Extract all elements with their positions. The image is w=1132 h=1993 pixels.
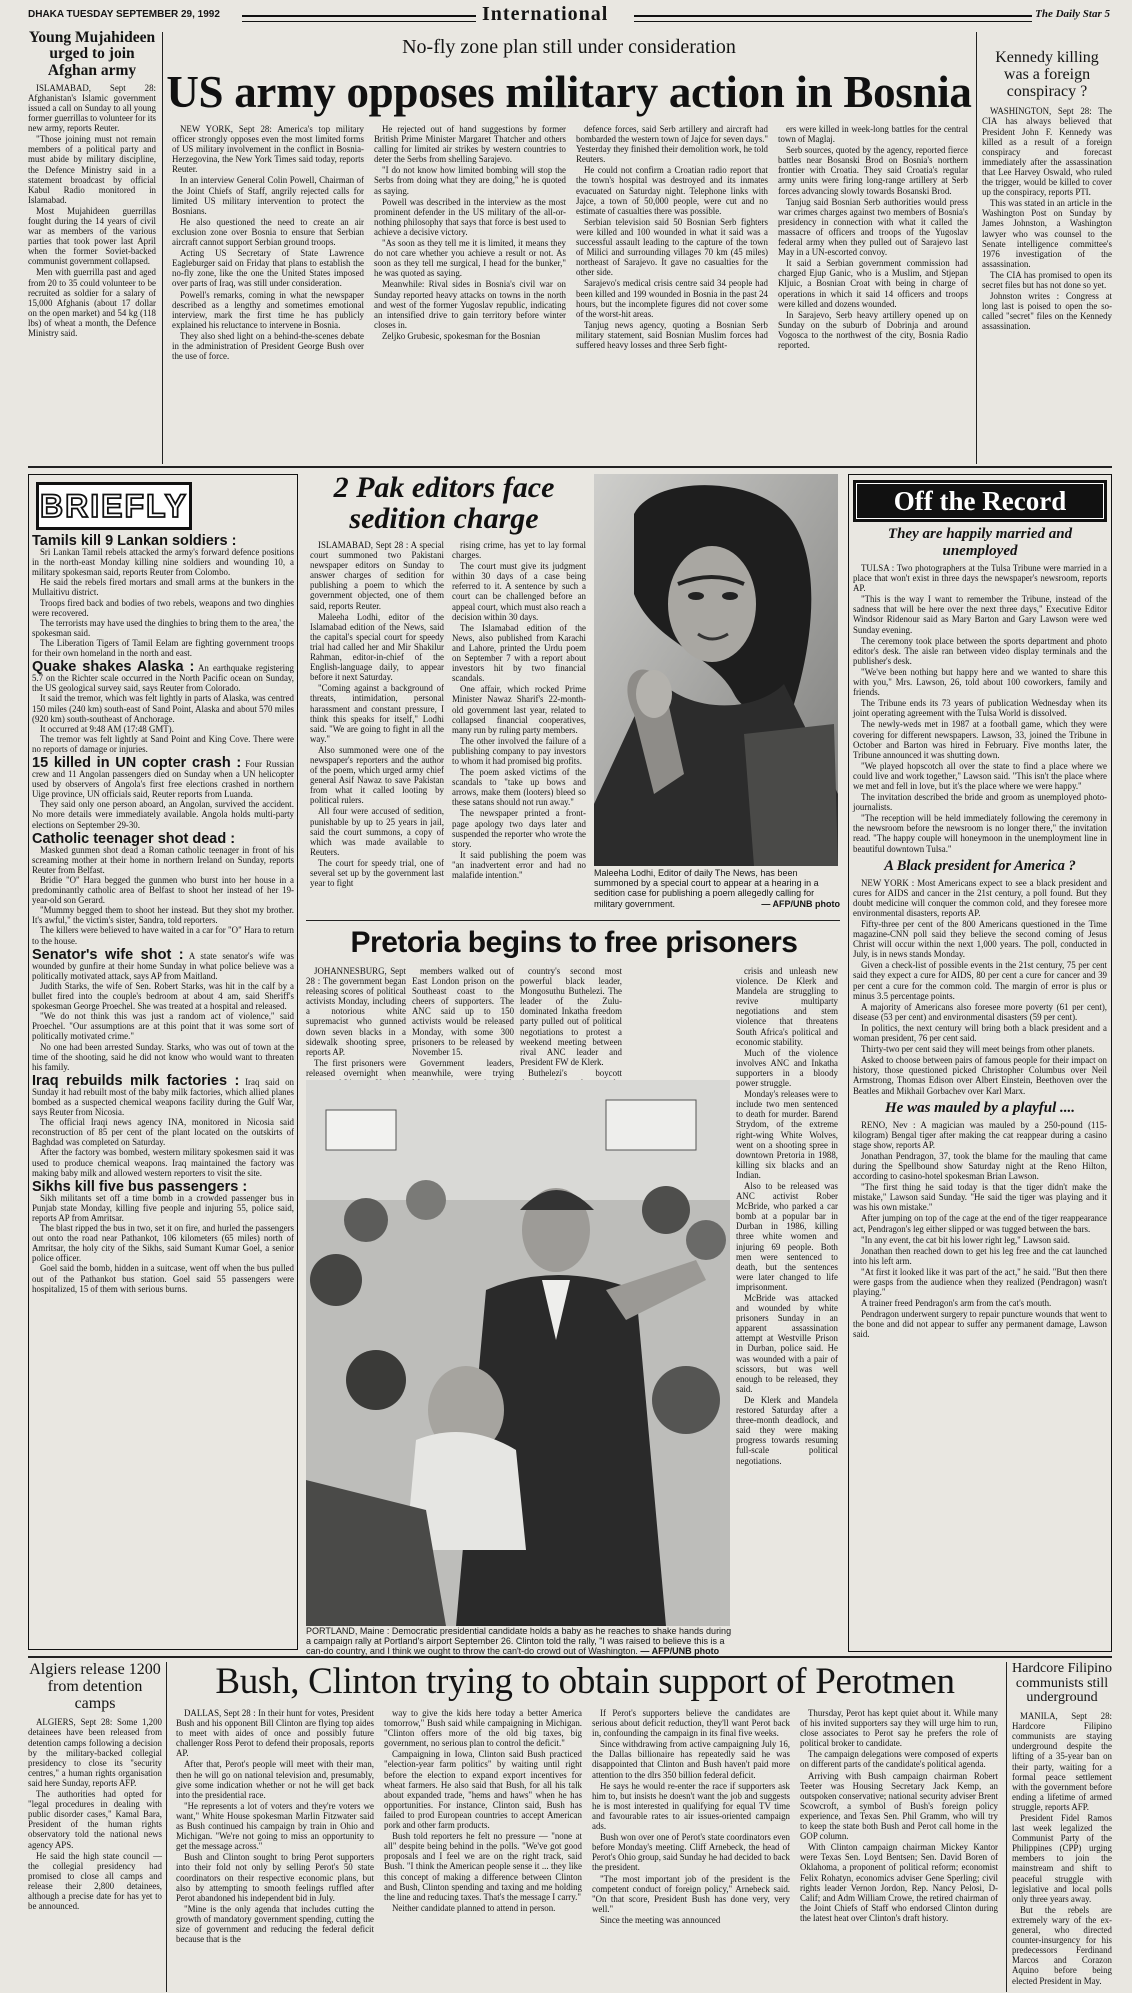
briefly-content (32, 480, 294, 1648)
pak-col-1 (310, 540, 444, 910)
paragraph: "Those joining must not remain members of a political party and must abide by military discipline, the Defence Ministry said in a statement broadcast by official Kabul Radio monitored in Islamabad. (28, 134, 156, 205)
kennedy-headline: Kennedy killing was a foreign conspiracy ? (995, 49, 1099, 100)
paragraph: They also shed light on a behind-the-scenes debate in the administration of President George Bush over the use of force. (172, 330, 364, 362)
offrecord-content (853, 480, 1107, 1648)
caption-text: Maleeha Lodhi, Editor of daily The News, has been summoned by a special court to appear at a hearing in a sedition case for publishing a poem allegedly calling for military government. (594, 868, 819, 909)
paragraph: The first prisoners were released overnight when (306, 1057, 406, 1078)
paragraph: The terrorists may have used the dinghies to bring them to the area,' the spokesman said. (32, 617, 294, 638)
paragraph: Zeljko Grubesic, spokesman for the Bosnian (382, 330, 541, 341)
briefly-item-lead-text: Four Russian crew and 11 Angolan passengers died on Sunday when a UN helicopter used by observers of Angola's first free elections crashed in northern Uige province, UN officials said, Reuter reports from Luanda. (32, 758, 295, 800)
paragraph: ISLAMABAD, Sept 28 : A special court summoned two Pakistani newspaper editors on Sunday to answer charges of sedition for publishing a poem to which the government objected, one of them said, reports Reuter. (310, 540, 444, 611)
offrecord-story (853, 858, 1107, 1096)
briefly-item (32, 754, 295, 830)
briefly-item-head: 15 killed in UN copter crash : (32, 754, 242, 771)
paragraph: way to give the kids here today a better America tomorrow," Bush said while campaigning in Michigan. "Clinton offers more of the old big taxes, big government, no serious plan to control the deficit." (384, 1708, 582, 1749)
bosnia-headline: US army opposes military action in Bosnia (166, 67, 972, 117)
briefly-item (32, 1178, 294, 1294)
paragraph: He also questioned the need to create an air exclusion zone over Bosnia to ensure that Serbian aircraft cannot support Serbian ground troops. (172, 216, 364, 248)
paragraph: He could not confirm a Croatian radio report that the town's hospital was destroyed and its inmates evacuated on Saturday night. Telephone links with Jajce, a town of 50,000 people, were cut and no estimate of casualties there was possible. (576, 165, 768, 216)
briefly-item-head: Quake shakes Alaska : (32, 659, 195, 676)
briefly-item (32, 533, 294, 659)
bush-col-1 (176, 1708, 374, 1993)
paragraph: Asked to choose between pairs of famous people for their impact on history, those questioned picked Christopher Columbus over Neil Armstrong, Thomas Edison over Albert Einstein, Beethoven over the Beatles and Mikhail Gorbachev over Karl Marx. (853, 1055, 1107, 1096)
paragraph: He said the high state council — the collegial presidency had promised to close all camps and release their 2,800 detainees, although a precise date for has yet to be announced. (28, 1850, 162, 1912)
paragraph: It said the tremor, which was felt lightly in parts of Alaska, was centred 150 miles (240 km) south-east of Sand Point, Alaska and about 570 miles (920 km) south-southeast of Anchorage. (32, 693, 294, 724)
column-rule (1006, 1662, 1007, 1992)
paragraph: Sarajevo's medical crisis centre said 34 people had been killed and 199 wounded in Bosnia in the past 24 hours, but the incomplete figures did not cover some of the worst-hit areas. (576, 278, 768, 319)
paragraph: "As soon as they tell me it is limited, it means they do not care whether you achieve a result or not. As soon as they tell me surgical, I head for the bunker," he was quoted as saying. (374, 238, 566, 279)
paragraph: NEW YORK, Sept 28: America's top military officer strongly opposes even the most limited forms of US military involvement in the conflict in Bosnia-Herzegovina, the New York Times said today, reports Reuter. (172, 124, 364, 175)
paragraph: crisis and unleash new violence. De Klerk and Mandela are struggling to revive multiparty negotiations and stem violence that threatens South Africa's political and economic stability. (736, 966, 838, 1047)
paragraph: Goel said the bomb, hidden in a suitcase, went off when the bus pulled out of the Pathankot bus station. Goel said 55 passengers were hospitalized, 15 of them with serious burns. (32, 1263, 294, 1294)
paragraph: Men with guerrilla past and aged from 20 to 35 could volunteer to be recruited as soldier for a salary of 15,000 Afghanis (about 17 dollar on the open market) and 54 kg (118 lbs) of wheat a month, the Defence Ministry said. (28, 267, 156, 339)
paragraph: He says he would re-enter the race if supporters ask him to, but insists he doesn't want the job and suggests he is most interested in qualifying for equal TV time and favourable rates to air issues-oriented campaign ads. (592, 1780, 790, 1832)
offrecord-story-body (853, 878, 1107, 1096)
mujahideen-story (28, 30, 156, 470)
bush-headline: Bush, Clinton trying to obtain support of Perotmen (215, 1661, 955, 1702)
algiers-story (28, 1662, 162, 1992)
bosnia-col-1 (172, 124, 364, 464)
paragraph: Jonathan then reached down to get his leg free and the cat launched into his left arm. (853, 1245, 1107, 1266)
bosnia-kicker: No-fly zone plan still under consideration (402, 36, 736, 58)
paragraph: WASHINGTON, Sept 28: The CIA has always believed that President John F. Kennedy was killed as a result of a foreign conspiracy and forecast immediately after the assassination that Lee Harvey Oswald, who ruled the trigger, would be killed to cover up the conspiracy, reports PTI. (982, 106, 1112, 198)
column-rule (166, 1662, 167, 1992)
paragraph: Meanwhile: Rival sides in Bosnia's civil war on Sunday reported heavy attacks on towns in the north and west of the former Yugoslav republic, indicating an intensified drive to gain territory before winter closes in. (374, 279, 566, 330)
paragraph: A majority of Americans also foresee more poverty (61 per cent), disease (53 per cent) and environmental disasters (59 per cent). (853, 1001, 1107, 1022)
paragraph: The ceremony took place between the sports department and photo editor's desk. The aisle ran between video display terminals and the publisher's desk. (853, 635, 1107, 666)
paragraph: Tanjug news agency, quoting a Bosnian Serb military statement, said Bosnian Muslim forces had suffered heavy losses and three Serb fight- (576, 319, 768, 350)
paragraph: The blast ripped the bus in two, set it on fire, and hurled the passengers out onto the road near Pathankot, 106 kilometers (65 miles) north of Amritsar, the holy city of the Sikhs, said Sumant Kumar Goel, a senior police officer. (32, 1223, 294, 1264)
paragraph: No one had been arrested Sunday. Starks, who was out of town at the time of the shooting, said he did not know who would want to threaten his family. (32, 1041, 294, 1072)
briefly-item-lead (32, 946, 294, 981)
paragraph: Campaigning in Iowa, Clinton said Bush practiced "election-year farm politics" by waiting until right before the election to expand export incentives for wheat farmers. He also said that Bush, for all his talk about expanded trade, "hems and haws" when he has opportunities. For instance, Clinton said, Bush has failed to prod European countries to accept American pork and other farm products. (384, 1749, 582, 1831)
paragraph: "The most important job of the president is the competent conduct of foreign policy," Arnebeck said. "On that score, President Bush has done very, very well." (592, 1873, 790, 1914)
bosnia-col-4 (778, 124, 968, 464)
paragraph: Masked gunmen shot dead a Roman catholic teenager in front of his screaming mother at their home in northern Ireland on Sunday, reports Reuter from Belfast. (32, 844, 294, 875)
paragraph: Tanjug said Bosnian Serb authorities would press war crimes charges against two members of Bosnia's presidency in connection with what it called the massacre of officers and troops of the Yugoslav federal army when they pulled out of Sarajevo last May in a UN-escorted convoy. (778, 196, 968, 258)
paragraph: "Mine is the only agenda that includes cutting the growth of mandatory government spending, cutting the size of government and reducing the federal deficit because that is the (176, 1903, 374, 1945)
paragraph: Thirty-two per cent said they will meet beings from other planets. (861, 1044, 1095, 1055)
lodhi-photo (594, 474, 838, 866)
column-rule (162, 32, 163, 464)
paragraph: RENO, Nev : A magician was mauled by a 250-pound (115-kilogram) Bengal tiger after making the cat reappear during a casino stage show, reports AP. (853, 1119, 1107, 1150)
paragraph: Maleeha Lodhi, editor of the Islamabad edition of the News, said the capital's special court for speedy trial had called her and Mir Shakilur Rahman, editor-in-chief of the English-language daily, to appear before it next Saturday. (310, 611, 444, 683)
paragraph: The newspaper printed a front-page apology two days later and suspended the reporter who wrote the story. (452, 808, 586, 849)
paragraph: "We do not think this was just a random act of violence," said Proechel. "Our assumptions are at this point that it was some sort of politically motivated crime." (32, 1011, 294, 1042)
paragraph: A trainer freed Pendragon's arm from the cat's mouth. (861, 1298, 1052, 1309)
briefly-item-lead (32, 1072, 294, 1118)
mujahideen-body (28, 83, 156, 338)
briefly-items (32, 533, 295, 1294)
pak-headline: 2 Pak editors face sedition charge (333, 471, 555, 535)
paragraph: After the factory was bombed, western military spokesmen said it was used to produce chemical weapons. Iraq maintained the factory was making baby milk and allowed western reporters to visit the site. (32, 1147, 294, 1178)
paragraph: The campaign delegations were composed of experts on different parts of the candidate's political agenda. (800, 1749, 998, 1770)
paragraph: The Liberation Tigers of Tamil Eelam are fighting government troops for their own homeland in the north and east. (32, 637, 294, 659)
paragraph: "In any event, the cat bit his lower right leg," Lawson said. (861, 1234, 1070, 1245)
paragraph: Thursday, Perot has kept quiet about it. While many of his invited supporters say they will urge him to run, close associates to Perot say he prefers the role of political broker to candidate. (800, 1708, 998, 1749)
photo-credit: — AFP/UNB photo (640, 1646, 720, 1657)
paragraph: defence forces, said Serb artillery and aircraft had bombarded the western town of Jajce for seven days." Yesterday they finished their demolition work, he told Reuters. (576, 124, 768, 165)
paragraph: Pendragon underwent surgery to repair puncture wounds that went to the bone and did not appear to suffer any permanent damage, Lawson said. (853, 1309, 1107, 1340)
paragraph: Jonathan Pendragon, 37, took the blame for the mauling that came during the Spellbound show Saturday night at the Reno Hilton, according to casino-hotel spokesman Brian Lawson. (853, 1150, 1107, 1182)
pak-col-2 (452, 540, 586, 910)
paragraph: Powell was described in the interview as the most prominent defender in the US military of the all-or-nothing philosophy that says that force is best used to achieve a decisive victory. (374, 196, 566, 237)
paragraph: Troops fired back and bodies of two rebels, weapons and two dinghies were recovered. (32, 597, 294, 618)
paragraph: The newly-weds met in 1987 at a football game, which they were covering for different newspapers. Lawson, 33, joined the Tribune in October and Barton was hired in February. Five months later, the Tribune announced it was shutting down. (853, 719, 1107, 760)
bush-col-3 (592, 1708, 790, 1993)
paragraph: They said only one person aboard, an Angolan, survived the accident. No more details were immediately available. Angola holds multi-party elections on September 29-30. (32, 799, 294, 830)
paragraph: ers were killed in week-long battles for the central town of Maglaj. (778, 124, 968, 145)
paragraph: Acting US Secretary of State Lawrence Eagleburger said on Friday that plans to establish the no-fly zone, like the one the United States imposed over parts of Iraq, was still under consideration. (172, 248, 364, 289)
paragraph: The authorities had opted for "legal procedures in dealing with public disorder cases," Kamal Bara, President of the human rights observatory told the national news agency APS. (28, 1789, 162, 1850)
briefly-item-lead-text: An earthquake registering 5.7 on the Richter scale occurred in the North Pacific ocean on Sunday, the US geological survey said, says Reuter from Colorado. (32, 663, 294, 694)
section-rule (306, 920, 840, 921)
paragraph: Judith Starks, the wife of Sen. Robert Starks, was hit in the calf by a bullet fired into the couple's bedroom at about 4 am, said Sheriff's spokesman George Proechel. She was treated at a hospital and released. (32, 980, 294, 1012)
paragraph: Bush told reporters he felt no pressure — "none at all" despite being behind in the polls. "We've got good proposals and I feel we are on the right track, said Bush. "I think the American people sense it ... they like this concept of making a difference between Clinton and Bush, Clinton spending and taxing and me holding the line and reducing taxes. That's the message I carry." (384, 1831, 582, 1902)
paragraph: He rejected out of hand suggestions by former British Prime Minister Margaret Thatcher and others calling for limited air strikes by western countries to deter the Serbs from shelling Sarajevo. (374, 124, 566, 165)
pak-body (310, 540, 588, 914)
pretoria-col-1 (306, 966, 406, 1078)
offrecord-story (853, 526, 1107, 854)
bush-col-4 (800, 1708, 998, 1993)
paragraph: He said the rebels fired mortars and small arms at the bunkers in the Mullaitivu district. (32, 577, 294, 598)
paragraph: It said a Serbian government commission had charged Ejup Ganic, who is a Muslim, and Stjepan Kljuic, a Bosnian Croat with being in charge of operations in which it said 14 officers and troops were killed and dozens wounded. (778, 258, 968, 309)
paragraph: TULSA : Two photographers at the Tulsa Tribune were married in a place that won't exist in three days the newspaper's newsroom, reports AP. (853, 563, 1107, 594)
paragraph: The killers were believed to have waited in a car for "O" Hara to return to the house. (32, 925, 294, 946)
bush-col-2 (384, 1708, 582, 1993)
paragraph: Most Mujahideen guerrillas fought during the 14 years of civil war as members of the various parties that took power last April when the former Soviet-backed communist government collapsed. (28, 205, 156, 267)
paragraph: Also to be released was ANC activist Rober McBride, who parked a car bomb at a popular bar in Durban in 1986, killing three white women and injuring 69 people. Both men were sentenced to death, but the sentences were later changed to life imprisonment. (736, 1180, 838, 1292)
filipino-headline: Hardcore Filipino communists still underground (1012, 1661, 1112, 1706)
paragraph: In politics, the next century will bring both a black president and a woman president, 76 per cent said. (853, 1022, 1107, 1044)
briefly-item-head: Senator's wife shot : (32, 946, 184, 963)
masthead (28, 4, 1110, 34)
pretoria-col-2 (412, 966, 514, 1078)
dateline: DHAKA TUESDAY SEPTEMBER 29, 1992 (28, 9, 220, 20)
paragraph: DALLAS, Sept 28 : In their hunt for votes, President Bush and his opponent Bill Clinton are flying top aides to meet with aides of once and possibly future challenger Ross Perot to defend their proposals, reports AP. (176, 1708, 374, 1759)
paragraph: The other involved the failure of a publishing company to pay investors to whom it had promised big profits. (452, 735, 586, 766)
paragraph: Fifty-three per cent of the 800 Americans questioned in the Time magazine-CNN poll said they believe the second coming of Jesus Christ will occur within the next 1,000 years. The poll, conducted in July, is in news stands Monday. (853, 919, 1107, 960)
paragraph: Arriving with Bush campaign chairman Robert Teeter was Housing Secretary Jack Kemp, an outspoken conservative; national security adviser Brent Scowcroft, a symbol of Bush's foreign policy experience, and Texas Sen. Phil Gramm, who will try to keep the state both Bush and Perot call home in the GOP column. (800, 1770, 998, 1842)
paragraph: "At first it looked like it was part of the act," he said. "But then there were gasps from the audience when they realized (Pendragon) wasn't playing." (853, 1266, 1107, 1298)
paragraph: Neither candidate planned to attend in person. (392, 1902, 556, 1913)
paragraph: The Islamabad edition of the News, also published from Karachi and Lahore, printed the Urdu poem on September 7 with a report about investors hit by two financial scandals. (452, 622, 586, 684)
kennedy-story (982, 50, 1112, 464)
paragraph: "Coming against a background of threats, intimidation, personal harassment and constant pressure, I think this speaks for itself," Lodhi said. "We are going to fight in all the way." (310, 683, 444, 744)
lodhi-caption (594, 868, 840, 916)
paragraph: In an interview General Colin Powell, Chairman of the Joint Chiefs of Staff, angrily rejected calls for limited US military intervention to protect the Bosnians. (172, 175, 364, 216)
paragraph: After that, Perot's people will meet with their man, then he will go on national television and, presumably, give some indication whether or not he will get back into the presidential race. (176, 1759, 374, 1800)
paragraph: "He represents a lot of voters and they're voters we want," White House spokesman Marlin Fitzwater said as Bush continued his campaign by train in Ohio and Michigan. "We're not going to miss an opportunity to get the message across." (176, 1800, 374, 1852)
paragraph: De Klerk and Mandela restored Saturday after a three-month deadlock, and said they were making progress towards resuming full-scale political negotiations. (736, 1394, 838, 1466)
briefly-item (32, 830, 294, 946)
paragraph: Buthelezi's boycott (528, 1067, 622, 1078)
briefly-item-lead (32, 754, 295, 800)
pretoria-col-3 (520, 966, 622, 1078)
offrecord-story-head: A Black president for America ? (884, 857, 1076, 874)
paragraph: ISLAMABAD, Sept 28: Afghanistan's Islamic government issued a call on Sunday to all young former guerrillas to volunteer for its new army, reports Reuter. (28, 82, 156, 134)
paragraph: rising crime, has yet to lay formal charges. (452, 540, 586, 561)
offrecord-story (853, 1100, 1107, 1340)
pretoria-headline: Pretoria begins to free prisoners (350, 926, 798, 959)
section-title: International (482, 3, 609, 25)
paragraph: Bush won over one of Perot's state coordinators even before Monday's meeting. Cliff Arnebeck, the head of Perot's Ohio group, said Sunday he had decided to back the president. (592, 1832, 790, 1873)
paragraph: Sikh militants set off a time bomb in a crowded passenger bus in Punjab state Monday, killing five people and injuring 55, police said, reports AP from Amritsar. (32, 1192, 294, 1223)
paragraph: With Clinton campaign chairman Mickey Kantor were Texas Sen. Loyd Bentsen; Sen. David Boren of Oklahoma, a proponent of political reform; economist Felix Rohatyn, economics adviser Gene Sperling; civil rights leader Vernon Jordon, Rep. Nancy Pelosi, D-Calif; and Adm William Crowe, the retired chairman of the Joint Chiefs of Staff who endorsed Clinton during the latest heat over Clinton's draft history. (800, 1842, 998, 1923)
masthead-rule-left (242, 15, 476, 22)
paragraph: The court for speedy trial, one of several set up by the government last year to fight (310, 857, 444, 889)
paragraph: Monday's releases were to include two men sentenced to death for murder. Barend Strydom, of the extreme right-wing White Wolves, went on a shooting spree in downtown Pretoria in 1988, killing six blacks and an Indian. (736, 1089, 838, 1180)
briefly-item-head: Sikhs kill five bus passengers : (32, 1178, 248, 1195)
mujahideen-headline: Young Mujahideen urged to join Afghan army (28, 29, 156, 79)
offrecord-stories (853, 526, 1107, 1340)
offrecord-story-head: He was mauled by a playful .... (885, 1099, 1075, 1116)
paragraph: After jumping on top of the cage at the end of the tiger reappearance act, Pendragon's leg either slipped or was tugged between the bars. (853, 1213, 1107, 1234)
offrecord-story-body (853, 1120, 1107, 1340)
paragraph: "We've been nothing but happy here and we wanted to share this with you," Mrs. Lawson, 26, told about 100 coworkers, family and friends. (853, 666, 1107, 698)
section-rule (28, 466, 1112, 468)
clinton-photo (306, 1080, 730, 1626)
paragraph: Serb sources, quoted by the agency, reported fierce battles near Bosanski Brod on Bosnia's northern frontier with Croatia. They said Croatia's regular army units were firing long-range artillery at Serb forces advancing slowly towards Bosanski Brod. (778, 145, 968, 196)
masthead-rule-right (634, 15, 1032, 22)
paragraph: "I do not know how limited bombing will stop the Serbs from doing what they are doing," he is quoted as saying. (374, 165, 566, 196)
bush-body (176, 1708, 998, 1993)
paragraph: "This is the way I want to remember the Tribune, instead of the sadness that will be here over the next three days," Executive Editor Windsor Ridenour said as Mary Barton and Gary Lawson were wed Sunday evening. (853, 594, 1107, 635)
paragraph: Much of the violence involves ANC and Inkatha supporters in a bloody power struggle. (736, 1047, 838, 1089)
photo-credit: — AFP/UNB photo (761, 898, 840, 909)
briefly-item-lead (32, 533, 294, 549)
paragraph: Johnston writes : Congress at long last is poised to open the so-called "secret" files on the Kennedy assassination. (982, 291, 1112, 332)
filipino-body (1012, 1711, 1112, 1986)
paragraph: Bridie "O" Hara begged the gunmen who burst into her house in a predominantly catholic area of Belfast to shoot her instead of her 19-year-old son Gerard. (32, 875, 294, 906)
paragraph: Given a check-list of possible events in the 21st century, 75 per cent said they expect a cure for AIDS, 80 per cent a cure for cancer and 39 per cent a cure for the common cold. The margin of error is plus or minus 3.5 percentage points. (853, 960, 1107, 1001)
briefly-item-lead (32, 659, 294, 694)
paragraph: The invitation described the bride and groom as unemployed photo-journalists. (853, 792, 1107, 813)
paragraph: Serbian television said 50 Bosnian Serb fighters were killed and 100 wounded in what it said was a successful assault leading to the capture of the town of Milici and surrounding villages 70 km (45 miles) northeast of Sarajevo. It gave no casualties for the other side. (576, 216, 768, 278)
paragraph: Bush and Clinton sought to bring Perot supporters into their fold not only by selling Perot's 50 state coordinators on their respective economic plans, but also by attempting to smooth feelings ruffled after Perot abandoned his independent bid in July. (176, 1852, 374, 1903)
paragraph: This was stated in an article in the Washington Post on Sunday by James Johnston, a Washington lawyer who was counsel to the Senate intelligence committee's 1976 investigation of the assassination. (982, 198, 1112, 269)
paragraph: President Fidel Ramos last week legalized the Communist Party of the Philippines (CPP) urging members to join the mainstream and shift to peaceful struggle with legislative and local polls only three years away. (1012, 1813, 1112, 1904)
paragraph: members walked out of East London prison on the Southeast coast to the cheers of supporters. The ANC said up to 150 activists would be released Monday, with some 300 prisoners to be released by November 15. (412, 966, 514, 1057)
paragraph: ALGIERS, Sept 28: Some 1,200 detainees have been released from detention camps following a decision by the military-backed collegial presidency to close its "security centres," a human rights organisation said here Sunday, reports AFP. (28, 1717, 162, 1788)
column-rule (976, 32, 977, 464)
briefly-item-head: Catholic teenager shot dead : (32, 830, 236, 847)
paper-name: The Daily Star 5 (1035, 8, 1110, 20)
paragraph: "The first thing he said today is that the tiger didn't make the mistake," Lawson said Sunday. "He said the tiger was playing and it was his own mistake." (853, 1182, 1107, 1213)
briefly-item (32, 946, 294, 1072)
paragraph: One affair, which rocked Prime Minister Nawaz Sharif's 22-month-old government last year, related to collapsed financial cooperatives, many run by ruling party members. (452, 684, 586, 735)
paragraph: But the rebels are extremely wary of the ex-general, who directed counter-insurgency for his predecessors Ferdinand Marcos and Corazon Aquino before being elected President in May. (1012, 1904, 1112, 1986)
bosnia-col-2 (374, 124, 566, 464)
briefly-logo-text: BRIEFLY (40, 487, 188, 524)
bosnia-col-3 (576, 124, 768, 464)
paragraph: Sri Lankan Tamil rebels attacked the army's forward defence positions in the north-east Monday killing nine soldiers and wounding 10, a military spokesman said, reports Reuter from Colombo. (32, 547, 294, 578)
section-rule (28, 1656, 1112, 1658)
kennedy-body (982, 106, 1112, 331)
paragraph: NEW YORK : Most Americans expect to see a black president and cures for AIDS and cancer in the 21st century, a poll found. But they doubt medicine will conquer the common cold, and they foresee more environmental disasters, reports AP. (853, 877, 1107, 918)
paragraph: It occurred at 9:48 AM (17:48 GMT). (40, 723, 174, 734)
paragraph: "We played hopscotch all over the state to find a place where we could live and work together," Lawson said. "This isn't the place where we met and fell in love, but it's the place where we were happy." (853, 760, 1107, 791)
briefly-item-head: Iraq rebuilds milk factories : (32, 1072, 240, 1089)
bosnia-body (172, 124, 968, 464)
paragraph: Also summoned were one of the newspaper's reporters and the author of the poem, which urged army chief general Asif Nawaz to save Pakistan from what it called looting by political rulers. (310, 744, 444, 806)
briefly-item (32, 659, 294, 754)
offrecord-story-head: They are happily married and unemployed (887, 526, 1073, 559)
clinton-photo-image (306, 1080, 730, 1626)
offrecord-logo-text: Off the Record (893, 485, 1067, 516)
paragraph: It said publishing the poem was "an inadvertent error and had no malafide intention." (452, 849, 586, 880)
paragraph: Since the meeting was announced (600, 1914, 721, 1925)
paragraph: McBride was attacked and wounded by white prisoners Sunday in an apparent assassination attempt at Westville Prison in Durban, police said. He was wounded with a pair of scissors, but was well enough to be released, they said. (736, 1293, 838, 1394)
pretoria-col-4 (736, 966, 838, 1642)
briefly-logo (36, 482, 192, 530)
algiers-headline: Algiers release 1200 from detention camps (29, 1661, 161, 1712)
paragraph: Government leaders, meanwhile, were trying (412, 1057, 514, 1078)
paragraph: MANILA, Sept 28: Hardcore Filipino communists are staying underground despite the lifting of a 35-year ban on their party, waiting for a formal peace settlement with the government before ending a lifetime of armed struggle, reports AFP. (1012, 1711, 1112, 1812)
paragraph: The poem asked victims of the scandals to "take up bows and arrows, make them (looters) bleed so these satans should not run away." (452, 767, 586, 808)
paragraph: Since withdrawing from active campaigning July 16, the Dallas billionaire has repeatedly said he was disappointed that Clinton and Bush haven't paid more attention to the dlrs 350 billion federal deficit. (592, 1739, 790, 1780)
briefly-item-head: Tamils kill 9 Lankan soldiers : (32, 533, 237, 549)
paragraph: The CIA has promised to open its secret files but has not done so yet. (982, 269, 1112, 290)
lodhi-photo-image (594, 474, 838, 866)
paragraph: country's second most powerful black leader, Mongosuthu Buthelezi. The leader of the Zulu-dominated Inkatha freedom party pulled out of political negotiations to protest a weekend meeting between rival ANC leader and President FW de Klerk. (520, 966, 622, 1067)
paragraph: JOHANNESBURG, Sept 28 : The government began releasing scores of political activists Monday, including a notorious white supremacist who gunned down seven blacks in a sidewalk shooting spree, reports AP. (306, 966, 406, 1057)
pretoria-top-cols (306, 966, 730, 1078)
paragraph: "The reception will be held immediately following the ceremony in the newsroom before the newsroom is no longer there," the invitation read. "The happy couple will honeymoon in the unemployment line in beautiful downtown Tulsa." (853, 813, 1107, 854)
filipino-story (1012, 1662, 1112, 1992)
paragraph: The tremor was felt lightly at Sand Point and King Cove. There were no reports of damage or injuries. (32, 733, 294, 754)
clinton-caption (306, 1626, 736, 1657)
paragraph: If Perot's supporters believe the candidates are serious about deficit reduction, they'll want Perot back in, confounding the campaign in its final five weeks. (592, 1708, 790, 1739)
briefly-item-lead-text: Iraq said on Sunday it had rebuilt most of the baby milk factories, which allied planes bombed as a suspected chemical weapons facility during the Gulf War, says Reuter from Nicosia. (32, 1076, 294, 1118)
offrecord-logo (853, 480, 1107, 522)
paragraph: All four were accused of sedition, punishable by up to 25 years in jail, said the court summons, a copy of which was made available to Reuters. (310, 806, 444, 857)
paragraph: Powell's remarks, coming in what the newspaper described as a lengthy and sometimes emotional interview, mark the first time he has publicly explained his reluctance to intervene in Bosnia. (172, 289, 364, 330)
briefly-item-lead-text: A state senator's wife was wounded by gunfire at their home Sunday in what police believe was a politically motivated attack, says AP from Maitland. (32, 950, 294, 981)
caption-text: PORTLAND, Maine : Democratic presidential candidate holds a baby as he reaches to shake hands during a campaign rally at Portland's airport September 26. Clinton told the rally, "I was raised to believe this is a can-do country, and I think we ought to throw the can't-do crowd out of Washington. (306, 1626, 732, 1657)
paragraph: The official Iraqi news agency INA, monitored in Nicosia said reconstruction of 85 per cent of the plant located on the outskirts of Baghdad was completed on Saturday. (32, 1117, 294, 1148)
paragraph: In Sarajevo, Serb heavy artillery opened up on Sunday on the suburb of Dobrinja and around Vogosca to the northwest of the city, Bosnia Radio reported. (778, 309, 968, 350)
briefly-item (32, 1072, 294, 1178)
paragraph: The Tribune ends its 73 years of publication Wednesday when its joint operating agreement with the Tulsa World is dissolved. (853, 698, 1107, 719)
paragraph: "Mummy begged them to shoot her instead. But they shot my brother. It's awful," the victim's sister, Sandra, told reporters. (32, 905, 294, 926)
offrecord-story-body (853, 563, 1107, 854)
algiers-body (28, 1717, 162, 1911)
briefly-item-lead (32, 1178, 294, 1195)
paragraph: The court must give its judgment within 30 days of a case being referred to it. A sentence by such a court can be challenged before an appeal court, which must also reach a decision within 30 days. (452, 561, 586, 622)
briefly-item-lead (32, 830, 294, 847)
